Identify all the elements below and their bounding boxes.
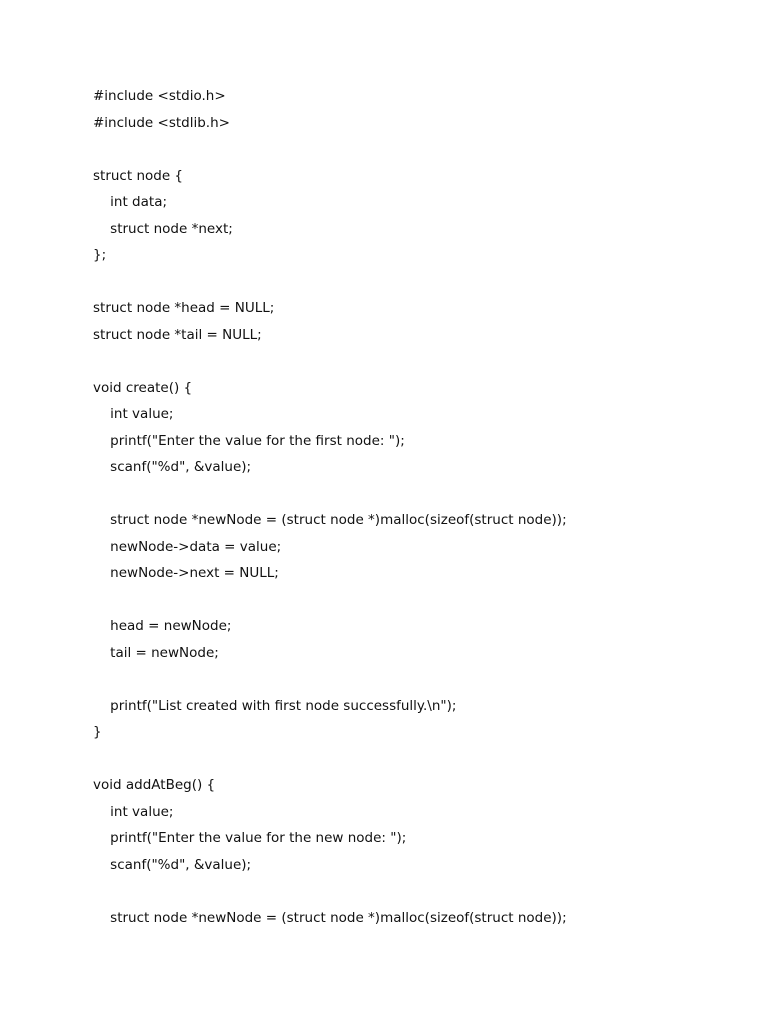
code-line: void create() { xyxy=(93,379,193,396)
code-line: int value; xyxy=(93,406,174,422)
code-line: printf("Enter the value for the first node: "); xyxy=(93,432,405,449)
code-line xyxy=(93,481,733,508)
code-line: int value; xyxy=(93,803,174,820)
code-line: struct node *head = NULL; xyxy=(93,300,275,316)
code-line xyxy=(93,878,733,905)
code-line: scanf("%d", &value); xyxy=(93,856,252,873)
code-line: newNode->next = NULL; xyxy=(93,565,279,581)
code-line: newNode->data = value; xyxy=(93,538,282,555)
code-line xyxy=(93,666,733,693)
code-line: }; xyxy=(93,247,107,263)
code-line xyxy=(93,136,733,163)
code-line: void addAtBeg() { xyxy=(93,777,216,793)
code-line: int data; xyxy=(93,194,168,210)
code-line: struct node { xyxy=(93,167,184,184)
code-line: struct node *newNode = (struct node *)malloc(sizeof(struct node)); xyxy=(93,512,567,528)
code-line: } xyxy=(93,724,102,740)
code-line: printf("List created with first node successfully.\n"); xyxy=(93,697,457,714)
code-line xyxy=(93,587,733,614)
code-line: struct node *next; xyxy=(93,220,233,237)
code-line: scanf("%d", &value); xyxy=(93,459,252,475)
code-line: struct node *tail = NULL; xyxy=(93,326,262,343)
code-line: printf("Enter the value for the new node: "); xyxy=(93,830,407,846)
code-line xyxy=(93,746,733,773)
code-line xyxy=(93,269,733,296)
code-line: #include <stdlib.h> xyxy=(93,114,230,131)
code-line: tail = newNode; xyxy=(93,644,219,661)
code-line: struct node *newNode = (struct node *)malloc(sizeof(struct node)); xyxy=(93,909,567,926)
code-line: head = newNode; xyxy=(93,618,232,634)
code-line: #include <stdio.h> xyxy=(93,88,226,104)
code-listing xyxy=(93,83,733,931)
code-line xyxy=(93,348,733,375)
